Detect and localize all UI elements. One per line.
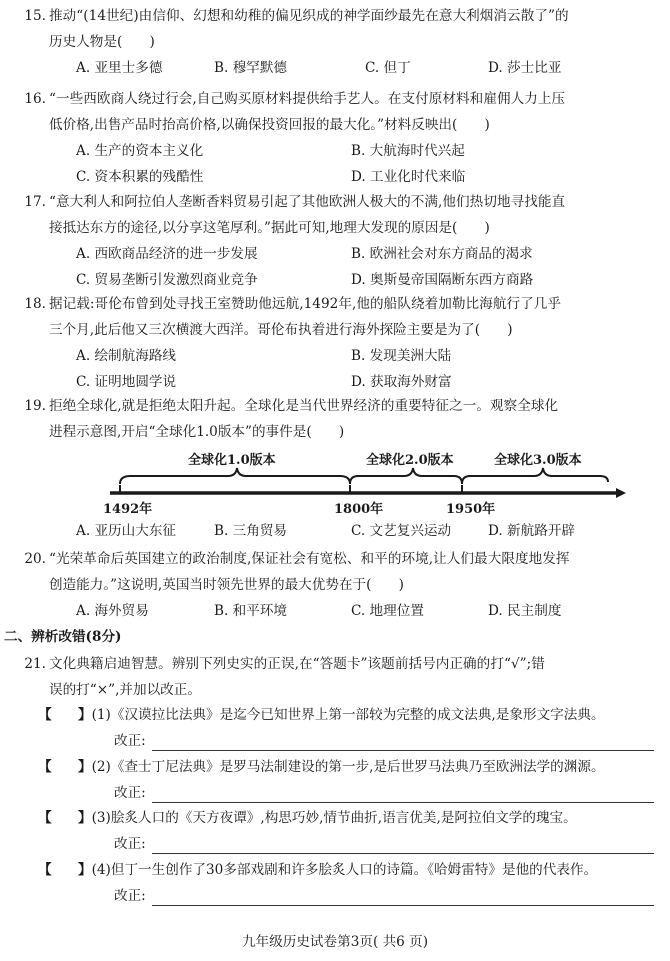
options-row (16, 244, 660, 264)
judge-statement: (3)脍炙人口的《天方夜谭》,构思巧妙,情节曲折,语言优美,是阿拉伯文学的瑰宝。 (91, 810, 577, 826)
question-19 (16, 396, 660, 442)
options-row (16, 167, 660, 187)
correction-input-line[interactable] (152, 890, 654, 906)
question-text: 推动“(14世纪)由信仰、幻想和幼稚的偏见织成的神学面纱最先在意大利烟消云散了”的 (49, 8, 569, 24)
answer-bracket-left[interactable]: 【 (38, 862, 52, 878)
timeline-brace-2 (350, 468, 462, 484)
question-text: 文化典籍启迪智慧。辨别下列史实的正误,在“答题卡”该题前括号内正确的打“√”;错 (49, 656, 545, 672)
timeline-stage-2: 全球化2.0版本 (366, 453, 454, 468)
question-number: 20. (24, 551, 46, 567)
option-c[interactable]: C. 但丁 (365, 60, 411, 76)
answer-bracket-right[interactable]: 】 (78, 759, 92, 775)
option-c[interactable]: C. 资本积累的残酷性 (76, 169, 204, 185)
answer-bracket-right[interactable]: 】 (78, 862, 92, 878)
correction-row (114, 731, 658, 751)
correction-row (114, 783, 658, 803)
options-row (16, 270, 660, 290)
correction-label: 改正: (114, 785, 146, 801)
option-b[interactable]: B. 穆罕默德 (214, 60, 288, 76)
question-number: 15. (24, 8, 46, 24)
option-d[interactable]: D. 民主制度 (488, 603, 562, 619)
option-d[interactable]: D. 工业化时代来临 (351, 169, 466, 185)
question-text: 进程示意图,开启“全球化1.0版本”的事件是( ) (49, 424, 345, 440)
answer-bracket-right[interactable]: 】 (78, 707, 92, 723)
option-c[interactable]: C. 地理位置 (351, 603, 424, 619)
options-row (16, 346, 660, 366)
correction-input-line[interactable] (152, 787, 654, 803)
question-text: 据记载:哥伦布曾到处寻找王室赞助他远航,1492年,他的船队绕着加勒比海航行了几乎 (49, 296, 562, 312)
option-b[interactable]: B. 和平环境 (214, 603, 288, 619)
page-footer: 九年级历史试卷第3页( 共6 页) (241, 934, 429, 950)
judge-item-4 (38, 860, 658, 906)
question-text: 接抵达东方的途径,以分享这笔厚利。”据此可知,地理大发现的原因是( ) (49, 220, 490, 236)
question-text: 拒绝全球化,就是拒绝太阳升起。全球化是当代世界经济的重要特征之一。观察全球化 (49, 398, 559, 414)
question-text: 创造能力。”这说明,英国当时领先世界的最大优势在于( ) (49, 577, 404, 593)
option-c[interactable]: C. 贸易垄断引发激烈商业竞争 (76, 272, 258, 288)
option-a[interactable]: A. 生产的资本主义化 (76, 143, 204, 159)
option-d[interactable]: D. 奥斯曼帝国隔断东西方商路 (351, 272, 534, 288)
judge-statement: (1)《汉谟拉比法典》是迄今已知世界上第一部较为完整的成文法典,是象形文字法典。 (91, 707, 605, 723)
option-d[interactable]: D. 获取海外财富 (351, 374, 452, 390)
question-text: 三个月,此后他又三次横渡大西洋。哥伦布执着进行海外探险主要是为了( ) (49, 322, 513, 338)
question-text: 历史人物是( ) (49, 34, 155, 50)
judge-item-3 (38, 808, 658, 854)
timeline-brace-3 (462, 468, 608, 484)
timeline-brace-1 (120, 468, 350, 484)
question-number: 16. (24, 91, 46, 107)
option-c[interactable]: C. 证明地圆学说 (76, 374, 177, 390)
timeline-stage-3: 全球化3.0版本 (494, 453, 582, 468)
correction-label: 改正: (114, 888, 146, 904)
timeline-stage-1: 全球化1.0版本 (188, 453, 276, 468)
option-a[interactable]: A. 亚历山大东征 (76, 523, 177, 539)
question-20 (16, 549, 660, 621)
options-row (16, 521, 660, 541)
option-a[interactable]: A. 亚里士多德 (76, 60, 163, 76)
options-row (16, 601, 660, 621)
answer-bracket-left[interactable]: 【 (38, 810, 52, 826)
question-text: 误的打“×”,并加以改正。 (49, 682, 201, 698)
option-d[interactable]: D. 莎士比亚 (488, 60, 562, 76)
option-d[interactable]: D. 新航路开辟 (488, 523, 576, 539)
question-number: 19. (24, 398, 46, 414)
judge-statement: (2)《查士丁尼法典》是罗马法制建设的第一步,是后世罗马法典乃至欧洲法学的渊源。 (91, 759, 605, 775)
judge-item-1 (38, 705, 658, 751)
question-number: 18. (24, 296, 46, 312)
timeline-year-3: 1950年 (446, 502, 496, 517)
option-a[interactable]: A. 西欧商品经济的进一步发展 (76, 246, 258, 262)
correction-label: 改正: (114, 836, 146, 852)
answer-bracket-left[interactable]: 【 (38, 707, 52, 723)
question-number: 17. (24, 194, 46, 210)
options-row (16, 141, 660, 161)
timeline-year-2: 1800年 (334, 502, 384, 517)
option-b[interactable]: B. 三角贸易 (214, 523, 288, 539)
correction-input-line[interactable] (152, 735, 654, 751)
question-21 (16, 654, 660, 700)
timeline-year-1: 1492年 (103, 502, 153, 517)
option-a[interactable]: A. 绘制航海路线 (76, 348, 177, 364)
judge-item-2 (38, 757, 658, 803)
correction-row (114, 886, 658, 906)
timeline-arrow-icon (616, 488, 626, 498)
question-text: 低价格,出售产品时抬高价格,以确保投资回报的最大化。”材料反映出( ) (49, 117, 490, 133)
globalization-timeline (0, 440, 670, 520)
question-number: 21. (24, 656, 46, 672)
options-row (16, 372, 660, 392)
option-b[interactable]: B. 欧洲社会对东方商品的渴求 (351, 246, 533, 262)
option-b[interactable]: B. 大航海时代兴起 (351, 143, 465, 159)
section-title: 二、辨析改错(8分) (4, 629, 122, 645)
question-text: “一些西欧商人绕过行会,自己购买原材料提供给手艺人。在支付原材料和雇佣人力上压 (49, 91, 566, 107)
options-row (16, 58, 660, 78)
answer-bracket-right[interactable]: 】 (78, 810, 92, 826)
question-text: “光荣革命后英国建立的政治制度,保证社会有宽松、和平的环境,让人们最大限度地发挥 (49, 551, 570, 567)
answer-bracket-left[interactable]: 【 (38, 759, 52, 775)
question-15 (16, 6, 660, 78)
correction-label: 改正: (114, 733, 146, 749)
question-16 (16, 89, 660, 187)
correction-row (114, 834, 658, 854)
question-19-options (16, 521, 660, 541)
judge-statement: (4)但丁一生创作了30多部戏剧和许多脍炙人口的诗篇。《哈姆雷特》是他的代表作。 (91, 862, 598, 878)
question-18 (16, 294, 660, 392)
question-text: “意大利人和阿拉伯人垄断香料贸易引起了其他欧洲人极大的不满,他们热切地寻找能直 (49, 194, 566, 210)
option-a[interactable]: A. 海外贸易 (76, 603, 149, 619)
question-17 (16, 192, 660, 290)
option-b[interactable]: B. 发现美洲大陆 (351, 348, 452, 364)
correction-input-line[interactable] (152, 838, 654, 854)
option-c[interactable]: C. 文艺复兴运动 (351, 523, 452, 539)
